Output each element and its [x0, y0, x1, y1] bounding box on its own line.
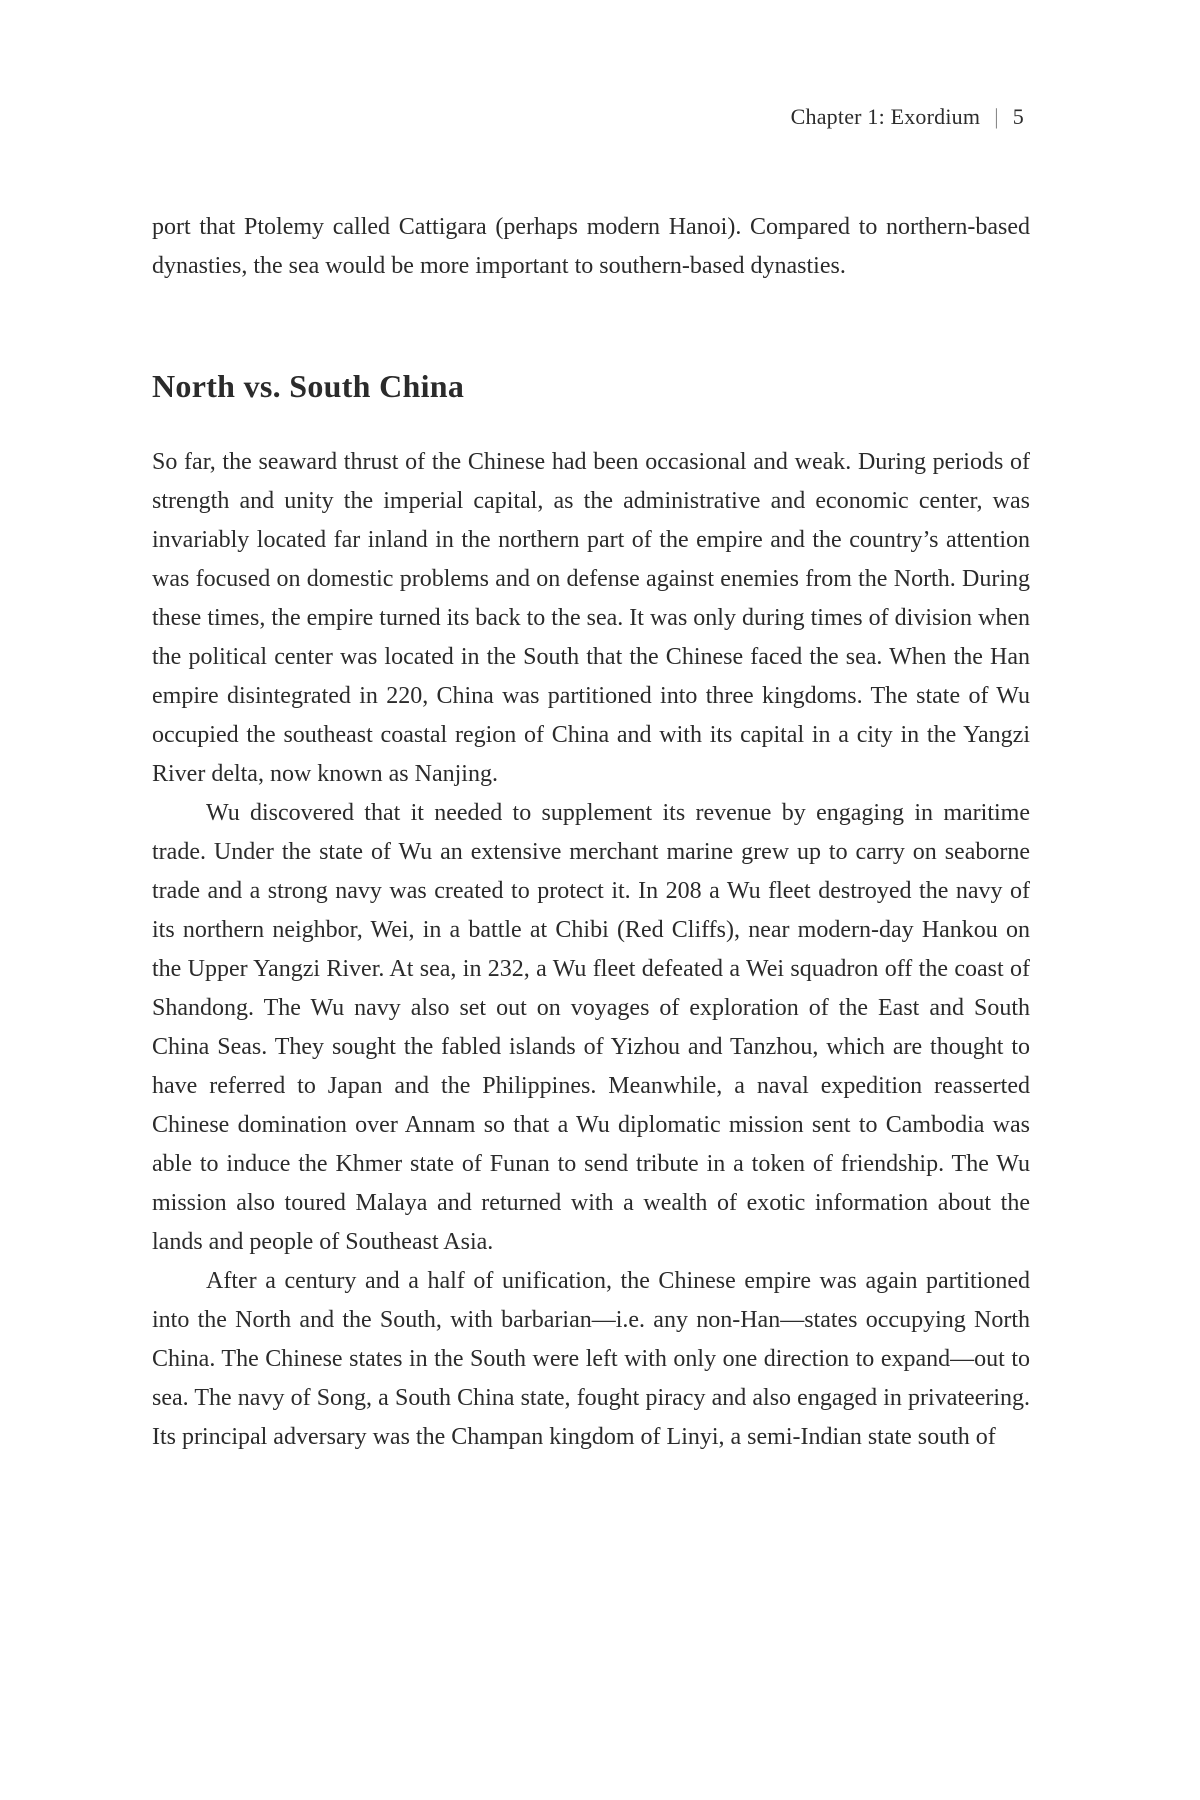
paragraph-3: After a century and a half of unification, the Chinese empire was again partitioned into the North and the South, with barbarian—i.e. any non-Han—states occupying North China. The Chinese states in the South were left with only one direction to expand—out to sea. The navy of Song, a South China state, fought piracy and also engaged in privateering. Its principal adversary was the Champan kingdom of Linyi, a semi-Indian state south of — [152, 1268, 1030, 1450]
header-separator: | — [994, 104, 999, 129]
intro-text — [152, 208, 1030, 286]
chapter-title: Chapter 1: Exordium — [790, 104, 981, 129]
page-number: 5 — [1012, 104, 1024, 129]
paragraph-2: Wu discovered that it needed to supplement its revenue by engaging in maritime trade. Under the state of Wu an extensive merchant marine grew up to carry on seaborne trade and a strong navy was created to protect it. In 208 a Wu fleet destroyed the navy of its northern neighbor, Wei, in a battle at Chibi (Red Cliffs), near modern-day Hankou on the Upper Yangzi River. At sea, in 232, a Wu fleet defeated a Wei squadron off the coast of Shandong. The Wu navy also set out on voyages of exploration of the East and South China Seas. They sought the fabled islands of Yizhou and Tanzhou, which are thought to have referred to Japan and the Philippines. Meanwhile, a naval expedition reasserted Chinese domination over Annam so that a Wu diplomatic mission sent to Cambodia was able to induce the Khmer state of Funan to send tribute in a token of friendship. The Wu mission also toured Malaya and returned with a wealth of exotic information about the lands and people of Southeast Asia. — [152, 800, 1030, 1255]
intro-paragraph: port that Ptolemy called Cattigara (perhaps modern Hanoi). Compared to northern-based dynasties, the sea would be more important to southern-based dynasties. — [152, 214, 1030, 279]
section-heading: North vs. South China — [152, 368, 465, 404]
section-body — [152, 443, 1030, 1457]
paragraph-1: So far, the seaward thrust of the Chinese had been occasional and weak. During periods of strength and unity the imperial capital, as the administrative and economic center, was invariably located far inland in the northern part of the empire and the country’s attention was focused on domestic problems and on defense against enemies from the North. During these times, the empire turned its back to the sea. It was only during times of division when the political center was located in the South that the Chinese faced the sea. When the Han empire disintegrated in 220, China was partitioned into three kingdoms. The state of Wu occupied the southeast coastal region of China and with its capital in a city in the Yangzi River delta, now known as Nanjing. — [152, 449, 1030, 787]
running-head — [791, 102, 1024, 132]
